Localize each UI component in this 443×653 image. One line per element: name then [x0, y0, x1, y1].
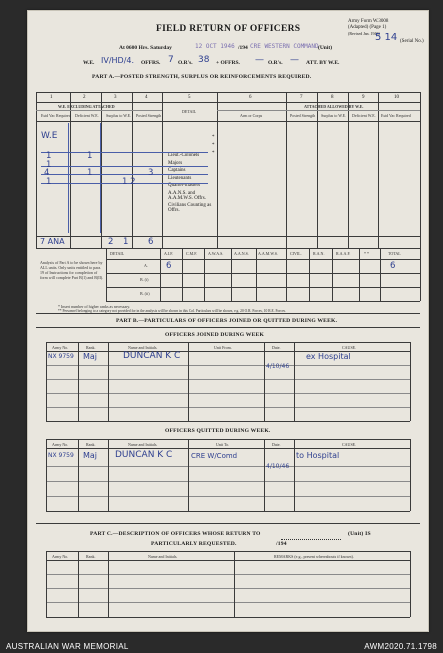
- sub-header: Surplus to W.E.: [106, 113, 132, 118]
- we-label: W.E.: [83, 60, 95, 66]
- col-number: 4: [145, 95, 148, 100]
- detail-row: A.A.N.S. and A.A.M.W.S. Offrs.: [168, 190, 206, 202]
- group-attached-header: ATTACHED ALLOWED BY W.E.: [304, 104, 364, 109]
- ors-value: 38: [198, 55, 210, 65]
- ors-att-label: O.R's.: [268, 60, 283, 66]
- offrs-att-dash: —: [255, 55, 264, 65]
- joined-date: 4/10/46: [266, 363, 290, 370]
- analysis-header: A.W.A.S.: [208, 251, 224, 256]
- quitted-cause: to Hospital: [296, 451, 340, 460]
- col-number: 7: [300, 95, 303, 100]
- joined-header: Name and Initials.: [128, 345, 158, 350]
- hand-we: W.E: [41, 131, 58, 141]
- offrs-label: OFFRS.: [141, 60, 161, 66]
- sub-header: Arm or Corps: [240, 113, 263, 118]
- col-number: 8: [331, 95, 334, 100]
- form-sheet: [27, 10, 429, 632]
- analysis-hand-value: 6: [166, 261, 172, 271]
- footer-credit: AUSTRALIAN WAR MEMORIAL: [6, 642, 129, 651]
- col-number: 3: [114, 95, 117, 100]
- hand-cell: 1 2: [122, 177, 136, 187]
- date-stamp: 12 OCT 1946: [195, 43, 235, 50]
- hand-total: 1: [123, 237, 129, 247]
- sub-header: Posted Strength: [136, 113, 162, 118]
- quitted-header: Date.: [272, 442, 281, 447]
- analysis-header: CIVIL.: [290, 251, 302, 256]
- joined-header: Rank.: [86, 345, 96, 350]
- joined-rank: Maj: [83, 352, 98, 361]
- sub-header: Estd Vac Required: [381, 113, 411, 118]
- analysis-header: R.A.A.F.: [336, 251, 351, 256]
- joined-cause: ex Hospital: [306, 352, 351, 361]
- joined-header: CAUSE.: [342, 345, 357, 350]
- part-c-title: PART C.—DESCRIPTION OF OFFICERS WHOSE RETURN TO: [90, 531, 261, 537]
- analysis-row-label: B. (ii): [140, 291, 150, 296]
- part-c-header: REMARKS (e.g., present whereabouts if known).: [274, 554, 354, 559]
- col-number: 9: [362, 95, 365, 100]
- unit-stamp: CRE WESTERN COMMAND: [250, 43, 319, 50]
- analysis-header: R.A.N.: [313, 251, 325, 256]
- hand-cell: 1: [46, 177, 52, 187]
- return-year-label: /194: [238, 45, 248, 51]
- joined-header: Army No.: [52, 345, 69, 350]
- joined-army-no: NX 9759: [48, 353, 74, 360]
- hand-cell: 1: [46, 160, 52, 170]
- asterisk-markers: * * *: [212, 135, 215, 156]
- detail-row: Lieut.-Colonels: [168, 153, 200, 158]
- sub-header: Posted Strength: [290, 113, 316, 118]
- analysis-header: TOTAL: [388, 251, 401, 256]
- quitted-header: Name and Initials.: [128, 442, 158, 447]
- hand-cell: 1: [87, 151, 93, 161]
- sub-header: Deficient W.E.: [75, 113, 99, 118]
- form-revised: (Revised Jan. 1943): [348, 31, 380, 36]
- hand-cell: 1: [46, 151, 52, 161]
- part-c-title-2: PARTICULARLY REQUESTED.: [151, 541, 237, 547]
- offrs-value: 7: [168, 55, 174, 65]
- unit-label: (Unit): [318, 45, 333, 51]
- analysis-note: Analysis of Part A to be shown here by ALL units. Only units entitled to para. 19 of Instructions for completion of form will complete Part B(1) and B(II).: [40, 260, 104, 280]
- hand-cell: 1: [87, 168, 93, 178]
- hand-cell: 3: [148, 168, 154, 178]
- quitted-header: CAUSE.: [342, 442, 357, 447]
- quitted-name: DUNCAN K C: [115, 450, 173, 460]
- hand-total-label: 7 ANA: [40, 237, 65, 246]
- hand-total: 6: [148, 237, 154, 247]
- offrs2-text: OFFRS.: [220, 60, 240, 66]
- part-a-title: PART A.—POSTED STRENGTH, SURPLUS OR REINFORCEMENTS REQUIRED.: [92, 74, 312, 80]
- form-adapted: (Adapted) (Page 1): [348, 25, 387, 30]
- part-c-header: Army No.: [52, 554, 69, 559]
- hand-total: 2: [108, 237, 114, 247]
- col-number: 1: [50, 95, 53, 100]
- analysis-header: A.A.M.W.S.: [258, 251, 278, 256]
- analysis-header: C.M.F.: [186, 251, 198, 256]
- analysis-row-label: A.: [144, 263, 148, 268]
- ors-label: O.R's.: [178, 60, 193, 66]
- col-number: 5: [188, 95, 191, 100]
- quitted-army-no: NX 9759: [48, 452, 74, 459]
- joined-header: Unit From.: [214, 345, 232, 350]
- col-number: 6: [249, 95, 252, 100]
- part-c-header: Rank.: [86, 554, 96, 559]
- col-number: 10: [394, 95, 399, 100]
- part-c-year: /194: [276, 541, 287, 547]
- quitted-rank: Maj: [83, 451, 98, 460]
- quitted-header: Unit To.: [216, 442, 230, 447]
- sub-header: Estd Vac Required: [41, 113, 71, 118]
- detail-row: Captains: [168, 168, 186, 174]
- sub-header: Surplus to W.E.: [321, 113, 347, 118]
- joined-name: DUNCAN K C: [123, 351, 181, 361]
- part-c-header: Name and Initials.: [148, 554, 178, 559]
- quitted-header: Rank.: [86, 442, 96, 447]
- form-title: FIELD RETURN OF OFFICERS: [156, 24, 301, 34]
- we-value: IV/HD/4.: [101, 56, 135, 65]
- hand-cell: 4: [44, 168, 50, 178]
- detail-row: Lieutenants: [168, 175, 192, 181]
- analysis-hand-value: 6: [390, 261, 396, 271]
- return-time-label: At 0600 Hrs. Saturday: [119, 45, 172, 51]
- offrs-att-label: + OFFRS.: [216, 60, 240, 66]
- analysis-header: A.I.F.: [164, 251, 174, 256]
- analysis-header: * *: [364, 251, 369, 256]
- quitted-date: 4/10/46: [266, 463, 290, 470]
- detail-row: Quarter-masters: [168, 183, 201, 189]
- part-c-unit: (Unit) IS: [348, 531, 371, 537]
- footer-accession: AWM2020.71.1798: [364, 642, 437, 651]
- detail-row: Civilians Counting as Offrs.: [168, 202, 212, 214]
- quitted-title: OFFICERS QUITTED DURING WEEK.: [165, 428, 271, 434]
- form-number: Army Form W.3008: [348, 19, 389, 24]
- joined-title: OFFICERS JOINED DURING WEEK: [165, 332, 265, 338]
- quitted-unit: CRE W/Comd: [191, 452, 238, 460]
- footnote: * Insert number of higher ranks as necessary.: [58, 304, 131, 309]
- serial-value: 5 14: [375, 32, 398, 43]
- group-we-header: W.E. EXCLUDING ATTACHED: [58, 104, 115, 109]
- ors-att-dash: —: [290, 55, 299, 65]
- sub-header: DETAIL: [182, 109, 197, 114]
- quitted-header: Army No.: [52, 442, 69, 447]
- sub-header: Deficient W.E.: [352, 113, 376, 118]
- part-b-title: PART B.—PARTICULARS OF OFFICERS JOINED OR QUITTED DURING WEEK.: [116, 318, 338, 324]
- analysis-row-label: B. (i): [140, 277, 149, 282]
- att-by-we-label: ATT. BY W.E.: [306, 60, 340, 66]
- footnote: ** Personnel belonging to a category not provided for in the analysis will be shown in this Col. Particulars will be shown, e.g. 20 O.R. Forces, 10 R.E. Forces.: [58, 309, 286, 313]
- analysis-header: A.A.N.S.: [234, 251, 249, 256]
- serial-label: (Serial No.): [400, 39, 424, 44]
- col-number: 2: [83, 95, 86, 100]
- detail-row: Majors: [168, 160, 183, 166]
- joined-header: Date.: [272, 345, 281, 350]
- analysis-header: DETAIL: [110, 251, 125, 256]
